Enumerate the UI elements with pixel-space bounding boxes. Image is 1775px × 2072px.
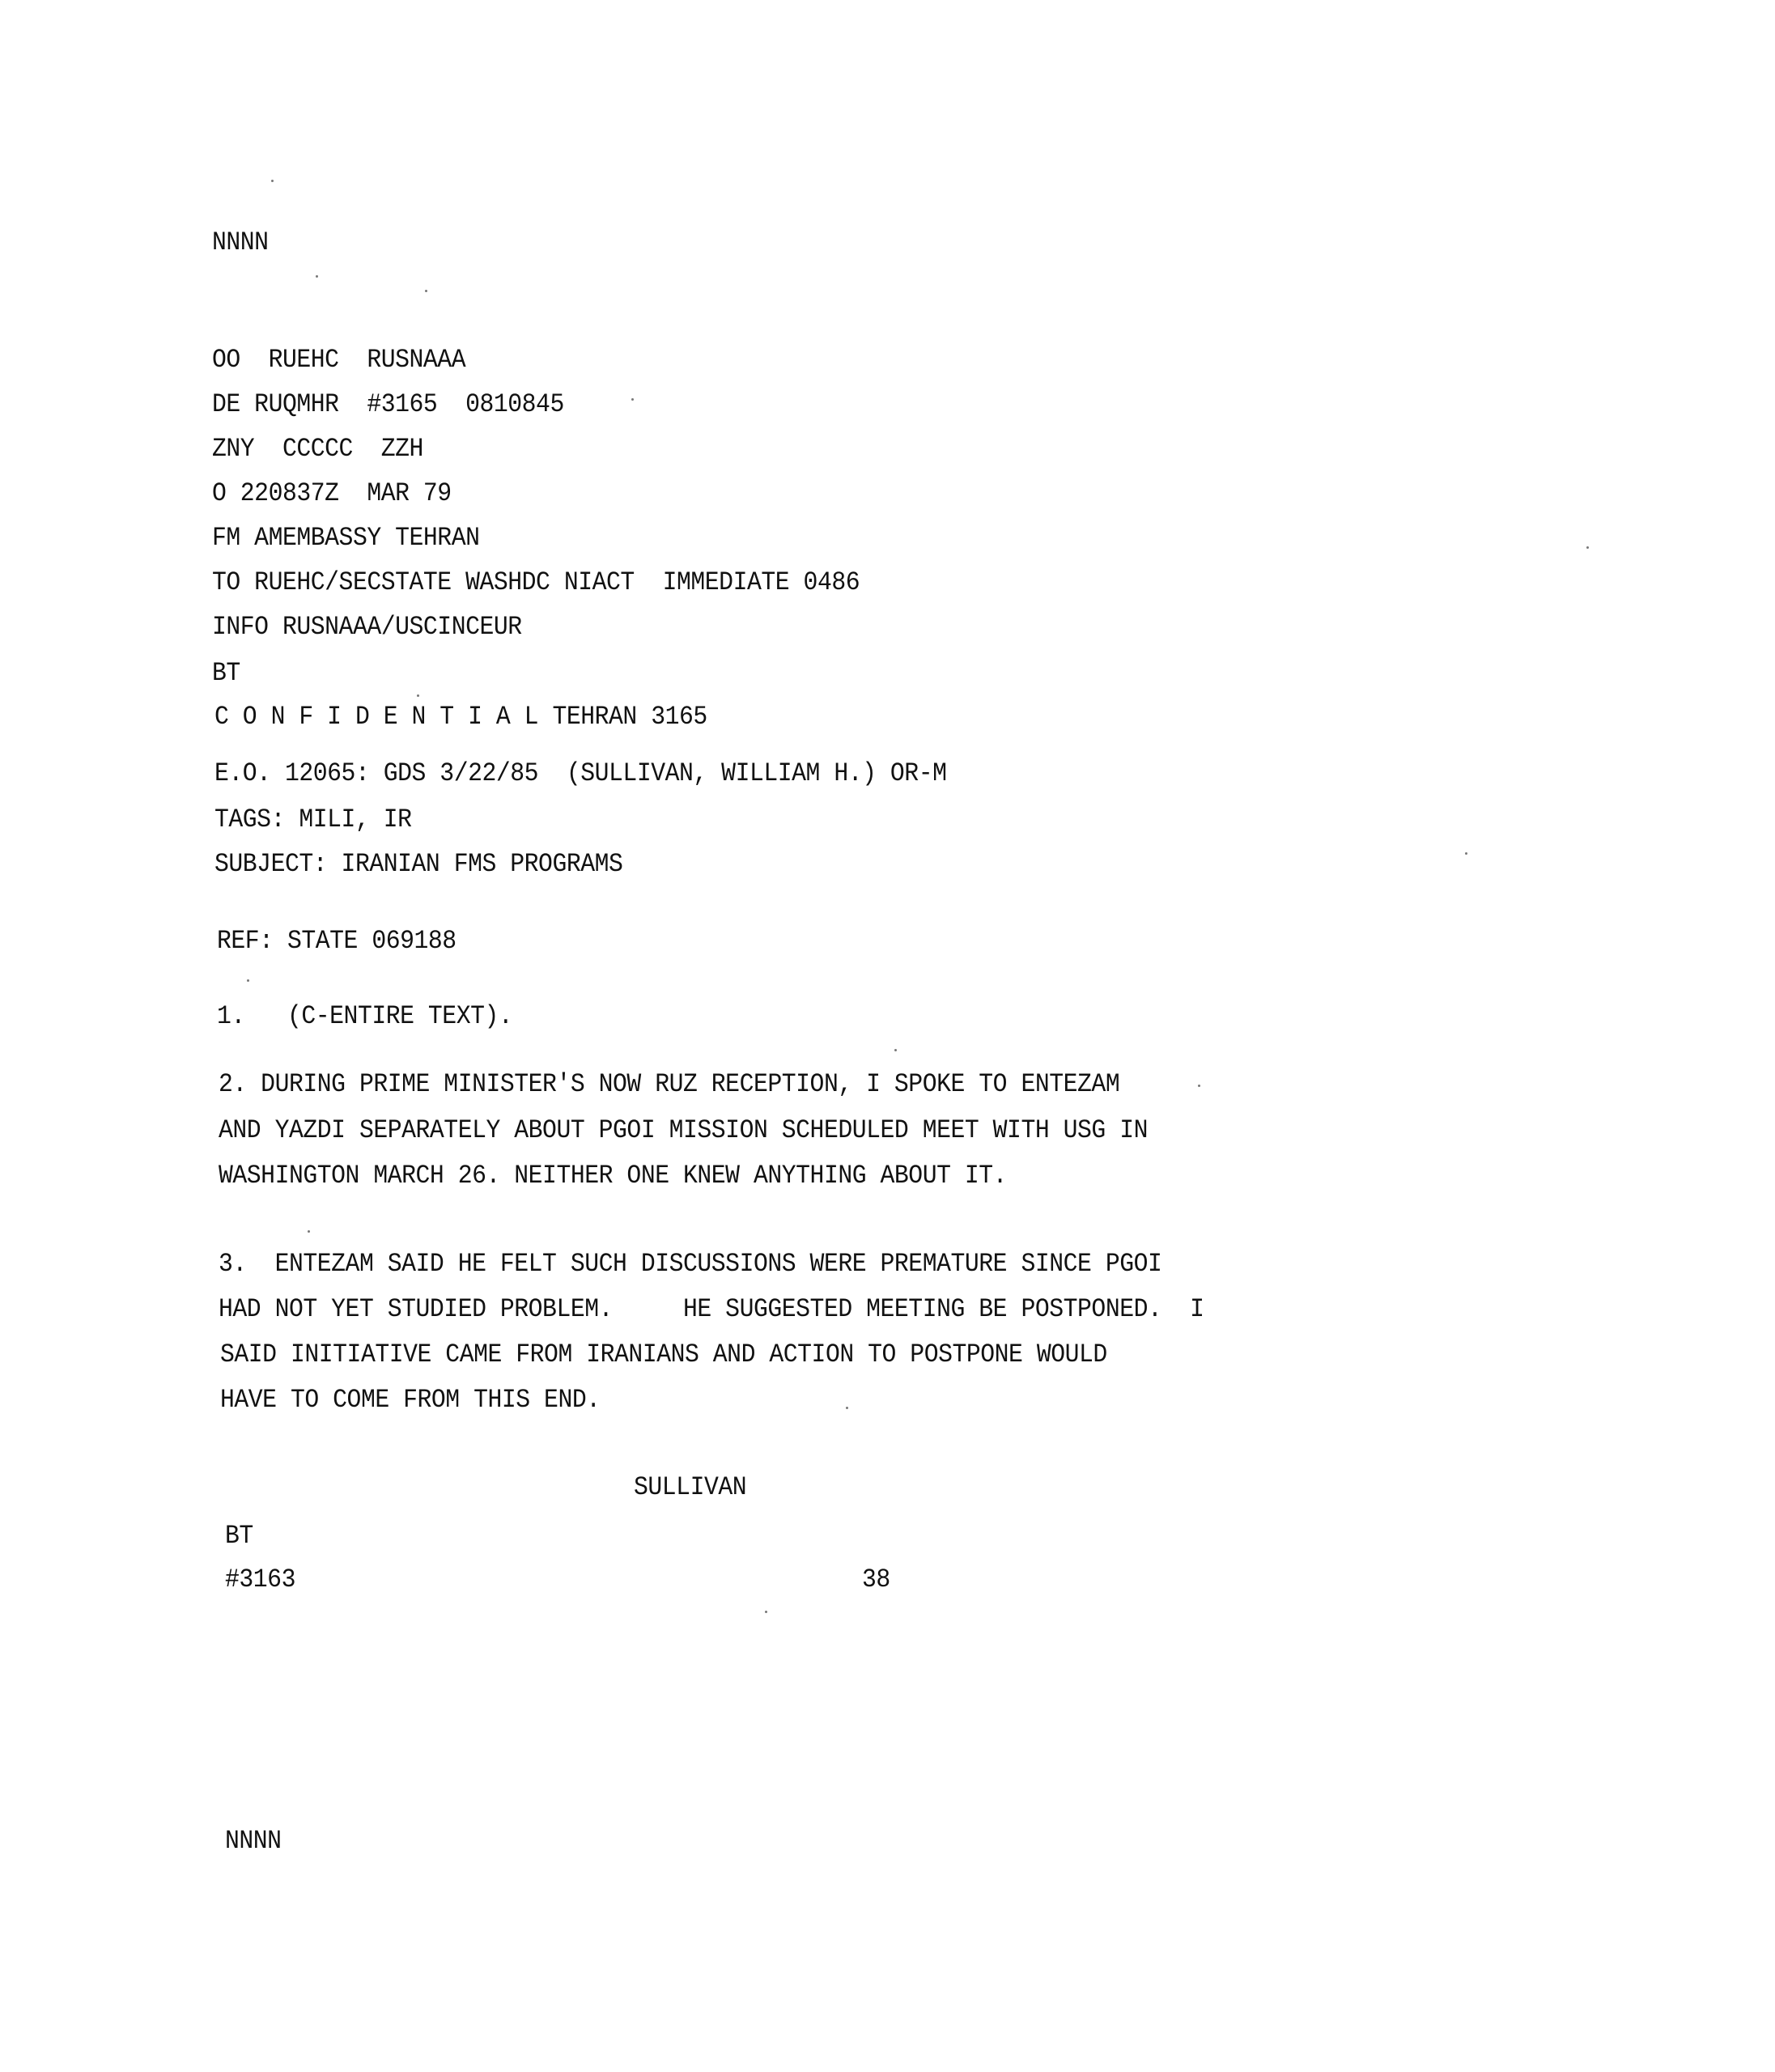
scan-speck — [308, 1230, 310, 1233]
routing-line: INFO RUSNAAA/USCINCEUR — [212, 612, 522, 642]
scan-speck — [1586, 546, 1589, 549]
scan-speck — [247, 979, 249, 982]
paragraph-line: WASHINGTON MARCH 26. NEITHER ONE KNEW ANYTHING ABOUT IT. — [219, 1161, 1008, 1191]
scan-speck — [765, 1611, 767, 1613]
routing-line: O 220837Z MAR 79 — [212, 478, 452, 508]
scan-speck — [425, 290, 427, 292]
ref-line: REF: STATE 069188 — [217, 926, 456, 956]
paragraph-line: 2. DURING PRIME MINISTER'S NOW RUZ RECEPTION, I SPOKE TO ENTEZAM — [219, 1069, 1120, 1099]
eo-line: E.O. 12065: GDS 3/22/85 (SULLIVAN, WILLIAM H.) OR-M — [214, 758, 947, 788]
routing-line: OO RUEHC RUSNAAA — [212, 345, 466, 375]
scan-speck — [846, 1407, 848, 1409]
routing-line: BT — [212, 658, 240, 688]
header-nnnn: NNNN — [212, 227, 269, 257]
routing-line: TO RUEHC/SECSTATE WASHDC NIACT IMMEDIATE 0486 — [212, 567, 860, 597]
paragraph-line: SAID INITIATIVE CAME FROM IRANIANS AND ACTION TO POSTPONE WOULD — [220, 1340, 1107, 1369]
tags-line: TAGS: MILI, IR — [214, 805, 412, 834]
classification-line: C O N F I D E N T I A L TEHRAN 3165 — [214, 702, 707, 732]
scan-speck — [631, 398, 634, 401]
page-number: 38 — [862, 1565, 890, 1594]
signature: SULLIVAN — [634, 1472, 747, 1502]
paragraph-line: HAVE TO COME FROM THIS END. — [220, 1385, 601, 1415]
scan-speck — [1465, 852, 1467, 855]
paragraph-1: 1. (C-ENTIRE TEXT). — [217, 1001, 513, 1031]
routing-line: FM AMEMBASSY TEHRAN — [212, 523, 480, 553]
routing-line: DE RUQMHR #3165 0810845 — [212, 389, 564, 419]
scan-speck — [1198, 1085, 1200, 1087]
scan-speck — [417, 694, 419, 697]
paragraph-line: 3. ENTEZAM SAID HE FELT SUCH DISCUSSIONS WERE PREMATURE SINCE PGOI — [219, 1249, 1162, 1279]
scan-speck — [894, 1049, 897, 1051]
scan-speck — [271, 180, 274, 182]
scan-speck — [316, 275, 318, 278]
subject-line: SUBJECT: IRANIAN FMS PROGRAMS — [214, 849, 623, 879]
routing-line: ZNY CCCCC ZZH — [212, 434, 423, 464]
paragraph-line: HAD NOT YET STUDIED PROBLEM. HE SUGGESTED MEETING BE POSTPONED. I — [219, 1294, 1204, 1324]
paragraph-line: AND YAZDI SEPARATELY ABOUT PGOI MISSION SCHEDULED MEET WITH USG IN — [219, 1115, 1148, 1145]
closing-bt: BT — [225, 1521, 253, 1551]
footer-nnnn: NNNN — [225, 1826, 282, 1856]
closing-number: #3163 — [225, 1565, 295, 1594]
